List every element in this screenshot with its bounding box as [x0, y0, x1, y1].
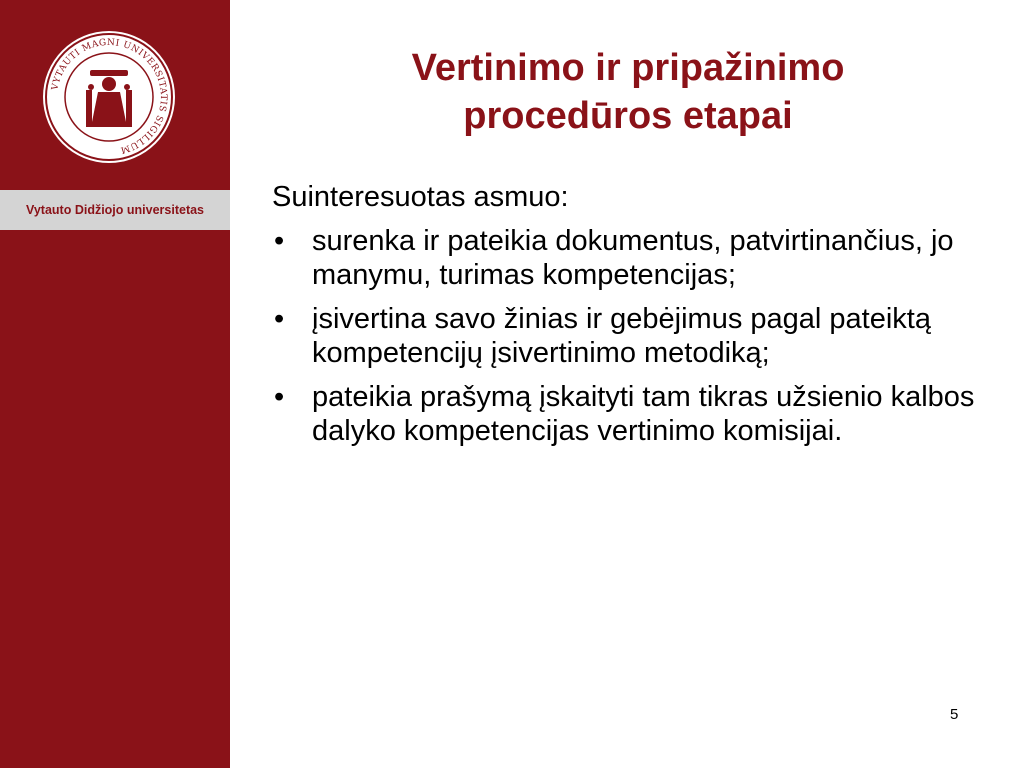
university-name-band — [0, 190, 230, 230]
lead-text: Suinteresuotas asmuo: — [272, 181, 569, 213]
bullet-item — [272, 380, 992, 448]
bullet-glyph: • — [274, 225, 285, 257]
slide-title-line-2: procedūros etapai — [463, 95, 793, 137]
university-name: Vytauto Didžiojo universitetas — [25, 203, 205, 217]
bullet-item — [272, 224, 992, 292]
bullet-text: surenka ir pateikia dokumentus, patvirtinančius, jo manymu, turimas kompetencijas; — [312, 225, 954, 291]
bullet-list — [272, 224, 992, 448]
page-number: 5 — [950, 706, 959, 723]
bullet-text: įsivertina savo žinias ir gebėjimus pagal pateiktą kompetencijų įsivertinimo metodiką; — [312, 303, 931, 369]
slide-body — [272, 180, 992, 458]
university-seal-icon — [42, 30, 176, 164]
bullet-glyph: • — [274, 303, 285, 335]
seal-text: VYTAUTI MAGNI UNIVERSITATIS SIGILLUM — [50, 37, 169, 155]
bullet-glyph: • — [274, 381, 285, 413]
bullet-item — [272, 302, 992, 370]
slide-title — [232, 44, 1024, 140]
bullet-text: pateikia prašymą įskaityti tam tikras užsienio kalbos dalyko kompetencijas vertinimo komisijai. — [312, 381, 975, 447]
slide-title-line-1: Vertinimo ir pripažinimo — [411, 47, 845, 89]
sidebar — [0, 0, 230, 768]
